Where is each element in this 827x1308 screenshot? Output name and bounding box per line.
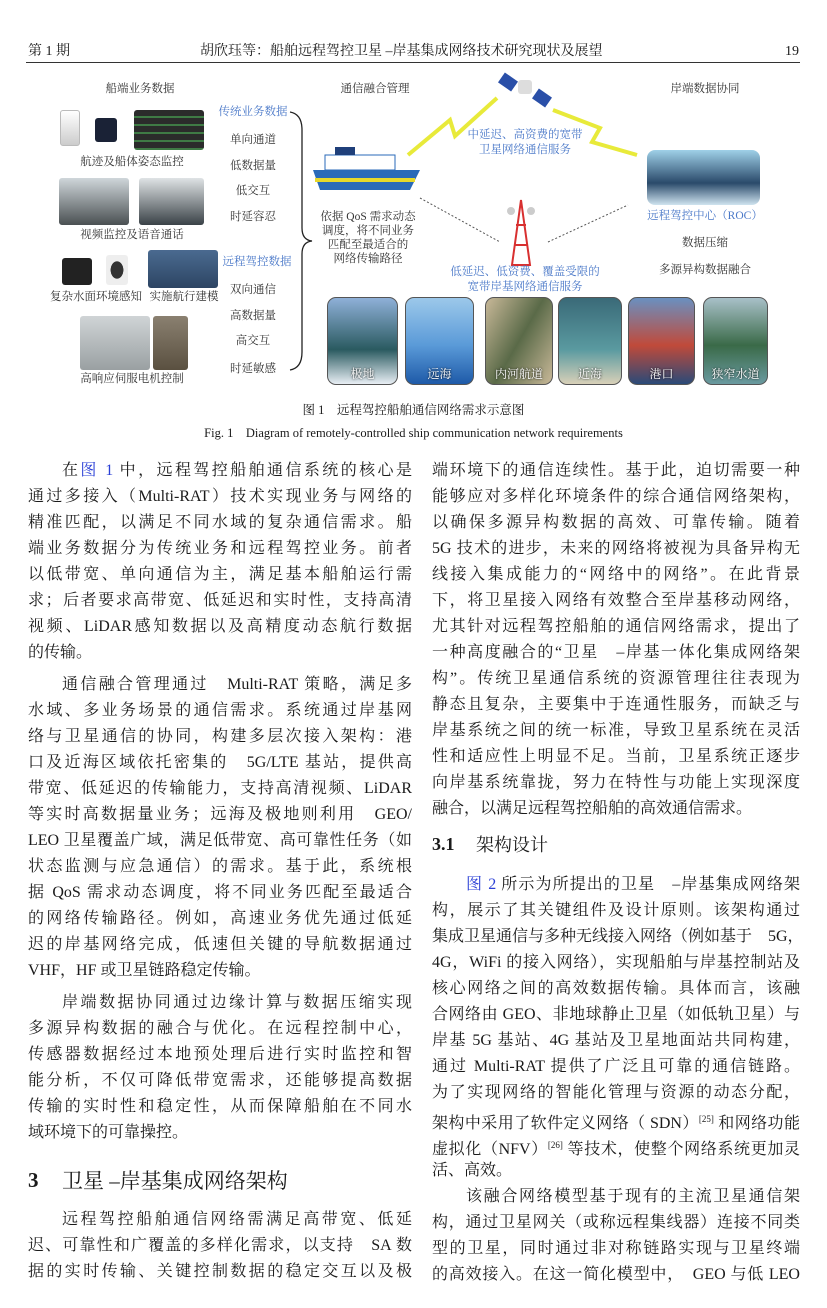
text-line: 岸基 5G 基站、4G 基站及卫星地面站共同构建， [432, 1032, 800, 1049]
remote-item: 高交互 [235, 335, 271, 347]
text-line: 该融合网络模型基于现有的主流卫星通信架 [466, 1188, 800, 1205]
qos-text: 调度，将不同业务 [322, 225, 414, 237]
control-room-image [59, 178, 129, 225]
text-line: 口及近海区域依托密集的 5G/LTE 基站，提供高 [28, 754, 412, 771]
paragraph [28, 458, 412, 666]
text-line: 能分析，不仅可降低带宽需求，还能够提高数据 [28, 1072, 412, 1089]
section-title: 卫星 –岸基集成网络架构 [62, 1169, 288, 1193]
text-line: 的高效接入。在这一简化模型中， GEO 与低 LEO [432, 1266, 800, 1283]
text-line: 的网络传输路径。例如，高速业务优先通过低延 [28, 910, 412, 927]
paragraph [432, 1184, 800, 1288]
traditional-item: 低数据量 [230, 160, 276, 172]
text-line: 岸端数据协同通过边缘计算与数据压缩实现 [62, 994, 412, 1011]
text-segment: 等技术，使整个网络系统更加灵 [562, 1141, 800, 1158]
paragraph [28, 672, 412, 984]
shore-item: 数据压缩 [682, 237, 728, 249]
section-number: 3 [28, 1167, 39, 1192]
qos-text: 网络传输路径 [333, 253, 403, 265]
text-segment: 在 [62, 462, 81, 479]
text-line: 传感器数据经过本地预处理后进行实时监控和智 [28, 1046, 412, 1063]
text-segment: 虚拟化（NFV） [432, 1141, 548, 1158]
simulation-image [148, 250, 218, 288]
text-line [432, 1106, 800, 1132]
ship-icon [313, 147, 420, 190]
traditional-data-title: 传统业务数据 [218, 106, 288, 118]
bridge-image [139, 178, 204, 225]
text-line: 4G，WiFi 的接入网络），实现船舶与岸基控制站及 [432, 954, 800, 971]
monitor-screen-image [134, 110, 204, 150]
text-line: 以确保多源异构数据的高效、可靠传输。随着 [432, 514, 800, 531]
satellite-service-text: 卫星网络通信服务 [479, 144, 571, 156]
remote-item: 双向通信 [230, 284, 276, 296]
text-line: 等实时高数据量业务；远海及极地则利用 GEO/ [28, 806, 412, 823]
text-line: 精准匹配，以满足不同水域的复杂通信需求。船 [28, 514, 412, 531]
text-line: 视频、LiDAR感知数据以及高精度动态航行数据 [28, 618, 412, 635]
paragraph [28, 1207, 412, 1285]
text-line: 以低带宽、单向通信为主，满足基本船舶运行需 [28, 566, 412, 583]
text-line: 端环境下的通信连续性。基于此，迫切需要一种 [432, 462, 800, 479]
text-line: 构，通过卫星网关（或称远程集线器）连接不同类 [432, 1214, 800, 1231]
text-line: 构，展示了其关键组件及设计原则。该架构通过 [432, 902, 800, 919]
text-line: 合网络由 GEO、非地球静止卫星（如低轨卫星）与 [432, 1006, 800, 1023]
traditional-item: 低交互 [235, 185, 271, 197]
text-segment: 架构中采用了软件定义网络（ SDN） [432, 1115, 699, 1132]
text-line [28, 458, 412, 484]
remote-data-title: 远程驾控数据 [222, 256, 292, 268]
control-cabinet-image [80, 316, 150, 370]
text-line: 一种高度融合的“卫星 –岸基一体化集成网络架 [432, 644, 800, 661]
text-line: 线接入集成能力的“网络中的网络”。在此背景 [432, 566, 800, 583]
scene-label: 港口 [649, 367, 674, 381]
scene-label: 远海 [427, 367, 452, 381]
traditional-item: 时延容忍 [230, 211, 276, 223]
text-line: 下，将卫星接入网络有效整合至岸基移动网络， [432, 592, 800, 609]
subsection-heading [432, 822, 800, 866]
text-line: 端业务数据分为传统业务和远程驾控业务。前者 [28, 540, 412, 557]
text-line: 的传输。 [28, 644, 93, 661]
page-number: 19 [785, 44, 799, 59]
scene-coastal [558, 297, 622, 385]
text-line: 尤其针对远程驾控船舶的通信网络需求，提出了 [432, 618, 800, 635]
text-line: 集成卫星通信与多种无线接入网络（例如基于 5G， [432, 928, 804, 945]
lidar-image [62, 258, 92, 285]
subsection-number: 3.1 [432, 833, 455, 854]
scene-label: 狭窄水道 [711, 367, 760, 381]
section-heading [28, 1160, 412, 1200]
brace [290, 112, 312, 370]
shore-item: 多源异构数据融合 [659, 264, 751, 276]
text-line: 带宽、低延迟的传输能力，支持高清视频、LiDAR [28, 780, 412, 797]
text-line: VHF，HF 或卫星链路稳定传输。 [28, 962, 261, 979]
traditional-item: 单向通道 [230, 134, 276, 146]
caption-navigation-modeling: 实施航行建模 [149, 291, 219, 303]
running-title: 胡欣珏等：船舶远程驾控卫星 –岸基集成网络技术研究现状及展望 [200, 44, 603, 59]
text-line: 能够应对多样化环境条件的综合通信网络架构， [432, 488, 800, 505]
text-line: 活、高效。 [432, 1162, 513, 1179]
text-line: 通信融合管理通过 Multi-RAT 策略，满足多 [62, 676, 412, 693]
shore-link-right [548, 205, 628, 242]
satellite-service-text: 中延迟、高资费的宽带 [467, 129, 583, 141]
subsection-title: 架构设计 [476, 835, 548, 855]
text-segment: 和网络功能 [713, 1115, 800, 1132]
figure-link[interactable]: 图 1 [80, 462, 114, 479]
text-line: LEO 卫星覆盖广域，满足低带宽、高可靠性任务（如 [28, 832, 412, 849]
camera-image [106, 255, 128, 285]
section-comm-management: 通信融合管理 [340, 83, 410, 95]
scene-ocean [405, 297, 474, 385]
cell-tower-icon [507, 200, 535, 265]
text-line: 为了实现网络的智能化管理与资源的动态分配， [432, 1084, 800, 1101]
text-line [432, 872, 800, 898]
figure-caption-cn: 图 1 远程驾控船舶通信网络需求示意图 [302, 403, 525, 417]
remote-item: 高数据量 [230, 310, 276, 322]
text-line: 型的卫星，同时通过非对称链路实现与卫星终端 [432, 1240, 800, 1257]
qos-text: 匹配至最适合的 [327, 239, 409, 251]
text-line: 岸基系统之间的统一标准，导致卫星系统在灵活 [432, 722, 800, 739]
roc-image [647, 150, 760, 205]
text-line: 融合，以满足远程驾控船舶的高效通信需求。 [432, 800, 753, 817]
issue-number: 第 1 期 [28, 44, 70, 59]
text-line: 静态且复杂，主要集中于连通性服务，而缺乏与 [432, 696, 800, 713]
figure-1 [0, 0, 827, 400]
qos-text: 依据 QoS 需求动态 [320, 211, 416, 223]
compass-display-image [95, 118, 117, 142]
text-segment: 所示为所提出的卫星 –岸基集成网络架 [496, 876, 800, 893]
satellite-icon [498, 72, 552, 107]
text-line: 性和适应性上明显不足。当前，卫星系统正逐步 [432, 748, 800, 765]
section-ship-data: 船端业务数据 [105, 83, 175, 95]
text-line: 据的实时传输、关键控制数据的稳定交互以及极 [28, 1263, 412, 1280]
text-line: 5G 技术的进步，未来的网络将被视为具备异构无 [432, 540, 800, 557]
text-line: 通过 Multi-RAT 提供了广泛且可靠的通信链路。 [432, 1058, 800, 1075]
remote-item: 时延敏感 [230, 363, 276, 375]
text-line: 向岸基系统靠拢，努力在特性与功能上实现深度 [432, 774, 800, 791]
text-line: 远程驾控船舶通信网络需满足高带宽、低延 [62, 1211, 412, 1228]
scene-port [628, 297, 695, 385]
text-line: 状态监测与应急通信）的需求。基于此，系统根 [28, 858, 412, 875]
citation[interactable]: [25] [698, 1114, 714, 1124]
text-line: 据 QoS 需求动态调度，将不同业务匹配至最适合 [28, 884, 412, 901]
caption-track-monitoring: 航迹及船体姿态监控 [80, 156, 184, 168]
section-shore-data: 岸端数据协同 [670, 83, 740, 95]
gps-antenna-image [60, 110, 80, 146]
shore-service-text: 宽带岸基网络通信服务 [467, 281, 583, 293]
figure-caption-en: Fig. 1 Diagram of remotely-controlled ship communication network requirements [204, 426, 623, 440]
scene-label: 内河航道 [494, 367, 543, 381]
text-line: 多源异构数据的融合与优化。在远程控制中心， [28, 1020, 412, 1037]
figure-link[interactable]: 图 2 [466, 876, 497, 893]
text-segment: 中，远程驾控船舶通信系统的核心是 [113, 462, 412, 479]
text-line: 求；后者要求高带宽、低延迟和实时性，支持高清 [28, 592, 412, 609]
text-line: 迟的岸基网络完成，低速但关键的导航数据通过 [28, 936, 412, 953]
text-line: 核心网络之间的高效数据传输。具体而言，该融 [432, 980, 800, 997]
scene-inland [485, 297, 553, 385]
scene-label: 近海 [577, 367, 602, 381]
text-line: 传输的实时性和稳定性，从而保障船舶在不同水 [28, 1098, 412, 1115]
text-line: 通过多接入（Multi-RAT）技术实现业务与网络的 [28, 488, 412, 505]
shore-link-left [420, 198, 500, 242]
roc-label: 远程驾控中心（ROC） [647, 210, 763, 222]
text-line: 构”。传统卫星通信系统的资源管理往往表现为 [432, 670, 800, 687]
right-column [432, 458, 804, 1288]
paragraph [28, 990, 412, 1146]
text-line: 域环境下的可靠操控。 [28, 1124, 189, 1141]
text-line: 络与卫星通信的协同，构建多层次接入架构：港 [28, 728, 412, 745]
shore-service-text: 低延迟、低资费、覆盖受限的 [450, 266, 600, 278]
left-column [28, 458, 412, 1285]
text-line: 水域、多业务场景的通信需求。系统通过岸基网 [28, 702, 412, 719]
servo-motor-image [153, 316, 188, 370]
scene-narrow [703, 297, 768, 385]
text-line [432, 1132, 800, 1158]
paragraph [432, 872, 804, 1184]
citation[interactable]: [26] [547, 1140, 563, 1150]
caption-environment-sensing: 复杂水面环境感知 [50, 291, 142, 303]
caption-servo-control: 高响应伺服电机控制 [80, 373, 184, 385]
scene-polar [327, 297, 398, 385]
text-line: 迟、可靠性和广覆盖的多样化需求，以支持 SA 数 [28, 1237, 412, 1254]
paragraph [432, 458, 800, 822]
scene-label: 极地 [350, 367, 375, 381]
caption-video-voice: 视频监控及语音通话 [80, 229, 184, 241]
